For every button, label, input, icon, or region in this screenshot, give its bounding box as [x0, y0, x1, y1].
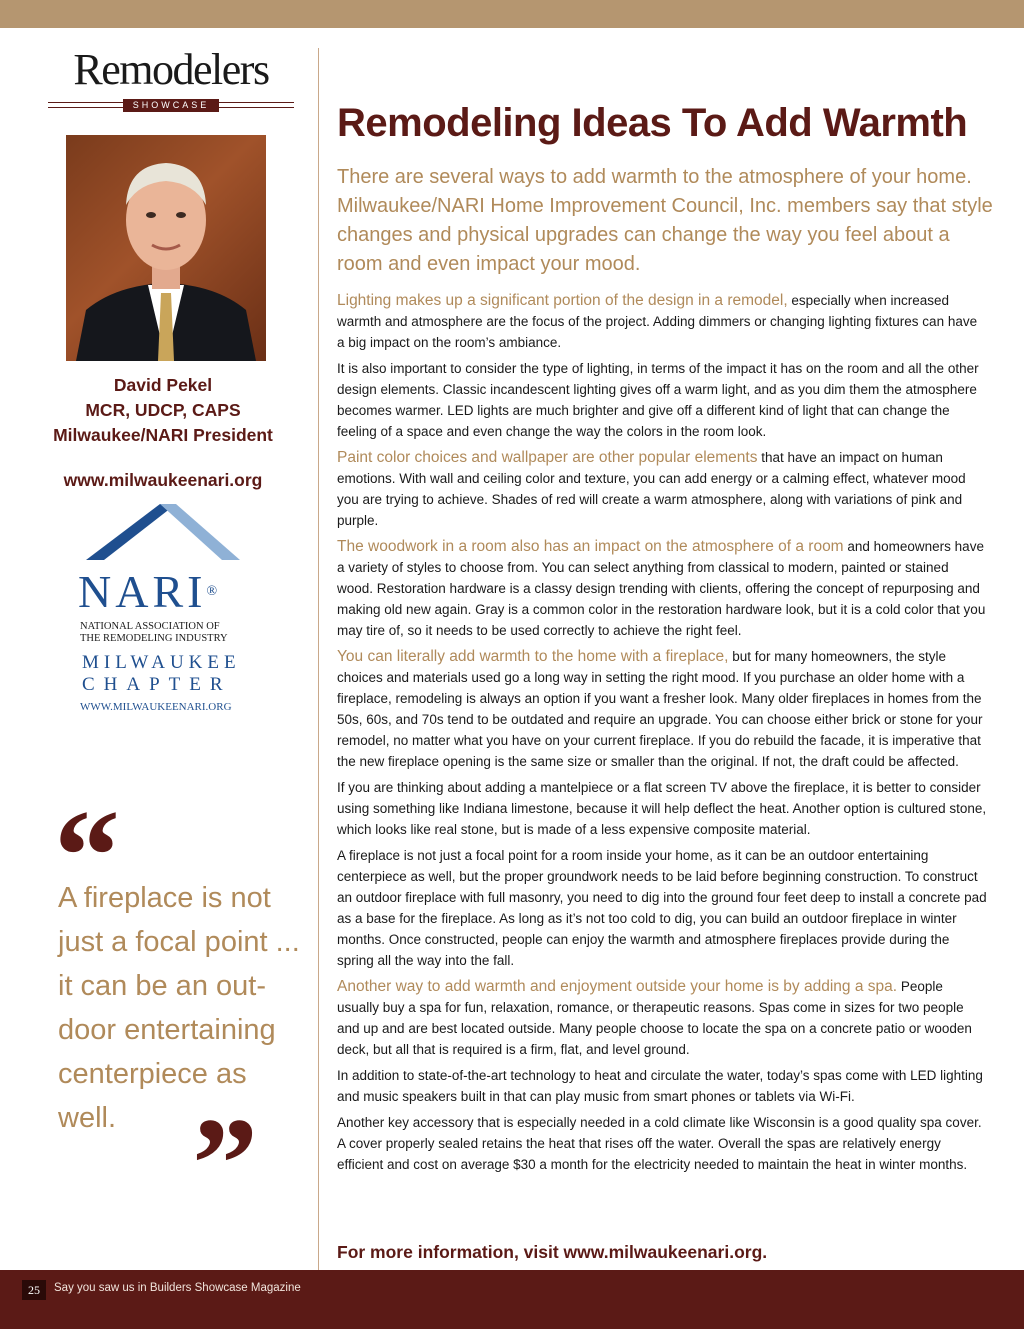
- paragraph-lead: Paint color choices and wallpaper are other popular elements: [337, 449, 758, 466]
- nari-chapter-line1: MILWAUKEE: [82, 652, 241, 673]
- pull-quote: A fireplace is not just a focal point ... it can be an out-door entertaining centerpiece as well.: [58, 882, 300, 1134]
- person-role: Milwaukee/NARI President: [53, 425, 273, 445]
- nari-logo: [76, 504, 256, 720]
- paragraph-text: People usually buy a spa for fun, relaxation, romance, or therapeutic reasons. Spas come in sizes for two people and up and are best located outside. Many people choose to locate the spa on a concrete patio or wooden deck, but all that is required is a firm, flat, and level ground.: [337, 979, 972, 1057]
- paragraph-lead: Lighting makes up a significant portion of the design in a remodel,: [337, 292, 788, 309]
- paragraph: [337, 290, 987, 353]
- paragraph-text: Another key accessory that is especially needed in a cold climate like Wisconsin is a good quality spa cover. A cover properly sealed retains the heat that rises off the water. Overall the spas are relatively energy efficient and cost on average $30 a month for the electricity needed to maintain the heat in winter months.: [337, 1115, 982, 1172]
- nari-word: NARI: [78, 566, 207, 617]
- registered-mark: ®: [206, 584, 218, 599]
- roof-icon: [76, 504, 256, 566]
- paragraph-text: In addition to state-of-the-art technology to heat and circulate the water, today’s spas come with LED lighting and music speakers built in that can play music from smart phones or tablets via Wi-Fi.: [337, 1068, 983, 1104]
- top-bar: [0, 0, 1024, 28]
- close-quote-mark: ”: [192, 1090, 258, 1237]
- article-body: [337, 290, 987, 1180]
- paragraph-text: If you are thinking about adding a mantelpiece or a flat screen TV above the fireplace, it is better to consider using something like Indiana limestone, because it will help deflect the heat. Another option is cultured stone, which looks like real stone, but is made of a less expensive composite material.: [337, 780, 987, 837]
- column-divider: [318, 48, 319, 1270]
- paragraph: [337, 447, 987, 531]
- nari-logo-url: WWW.MILWAUKEENARI.ORG: [80, 701, 232, 713]
- nari-wordmark: [78, 566, 256, 618]
- paragraph: [337, 536, 987, 641]
- paragraph: [337, 1065, 987, 1107]
- paragraph-lead: You can literally add warmth to the home with a fireplace,: [337, 648, 729, 665]
- paragraph: [337, 976, 987, 1060]
- masthead-subtitle: SHOWCASE: [123, 99, 219, 112]
- more-info-link[interactable]: For more information, visit www.milwaukeenari.org.: [337, 1242, 768, 1262]
- paragraph-lead: The woodwork in a room also has an impact on the atmosphere of a room: [337, 538, 844, 555]
- paragraph: [337, 358, 987, 442]
- footer-tagline: Say you saw us in Builders Showcase Magazine: [54, 1282, 301, 1294]
- nari-subtitle-line2: THE REMODELING INDUSTRY: [80, 633, 228, 644]
- paragraph-lead: Another way to add warmth and enjoyment outside your home is by adding a spa.: [337, 978, 898, 995]
- nari-subtitle-line1: NATIONAL ASSOCIATION OF: [80, 621, 220, 632]
- nari-chapter-line2: CHAPTER: [82, 674, 232, 695]
- paragraph-text: but for many homeowners, the style choices and materials used go a long way in setting the right mood. If you purchase an older home with a fireplace, remodeling is always an option if you want a fresher look. Many older fireplaces in homes from the 50s, 60s, and 70s tend to be outdated and require an upgrade. You can choose either brick or stone for your remodel, no matter what you have on your current fireplace. If you do rebuild the facade, it is imperative that the new fireplace opening is the same size or smaller than the original. If not, the draft could be affected.: [337, 649, 983, 769]
- paragraph-text: A fireplace is not just a focal point for a room inside your home, as it can be an outdoor entertaining centerpiece as well, but the proper groundwork needs to be laid before beginning construction. To construct an outdoor fireplace with full masonry, you need to dig into the ground four feet deep to install a concrete pad as a base for the fireplace. As long as it’s not too cold to dig, you can build an outdoor fireplace in winter months. Once constructed, people can enjoy the warmth and atmosphere fireplaces provide during the spring all the way into the fall.: [337, 848, 987, 968]
- paragraph: [337, 845, 987, 971]
- footer-bar: [0, 1270, 1024, 1329]
- paragraph: [337, 1112, 987, 1175]
- paragraph-text: It is also important to consider the type of lighting, in terms of the impact it has on the room and all the other design elements. Classic incandescent lighting gives off a warm light, and as you dim them the atmosphere becomes warmer. LED lights are much brighter and give off a different kind of light that can change the feeling of a space and even change the way the colors in the room look.: [337, 361, 979, 439]
- paragraph-text: especially when increased warmth and atmosphere are the focus of the project. Adding dimmers or changing lighting fixtures can have a big impact on the room’s ambiance.: [337, 293, 978, 350]
- person-credentials: MCR, UDCP, CAPS: [85, 400, 241, 420]
- open-quote-mark: “: [54, 782, 120, 929]
- page-number: 25: [22, 1280, 46, 1300]
- masthead-title: Remodelers: [73, 45, 269, 94]
- sidebar-website-link[interactable]: www.milwaukeenari.org: [63, 470, 263, 490]
- masthead-logo: [48, 45, 294, 110]
- paragraph: [337, 777, 987, 840]
- person-name: David Pekel: [113, 375, 213, 395]
- nari-subtitle: [80, 621, 260, 645]
- paragraph-text: and homeowners have a variety of styles to choose from. You can select anything from classical to modern, painted or stained wood. Restoration hardware is a classy design trending with clients, offering the concept of repurposing and making old new again. Gray is a common color in the restoration hardware look, but it is a cold color that you may tire of, so it needs to be used correctly to achieve the right feel.: [337, 539, 986, 638]
- article-headline: Remodeling Ideas To Add Warmth: [337, 101, 968, 145]
- paragraph: [337, 646, 987, 772]
- article-intro: There are several ways to add warmth to the atmosphere of your home. Milwaukee/NARI Home Improvement Council, Inc. members say that style changes and physical upgrades can change the way you feel about a room and even impact your mood.: [337, 166, 993, 275]
- portrait-illustration: [66, 135, 266, 361]
- paragraph-text: that have an impact on human emotions. With wall and ceiling color and texture, you can add energy or a calming effect, whatever mood you are trying to achieve. Shades of red will create a warm atmosphere, along with variations of pink and purple.: [337, 450, 966, 528]
- portrait-photo: [66, 135, 266, 361]
